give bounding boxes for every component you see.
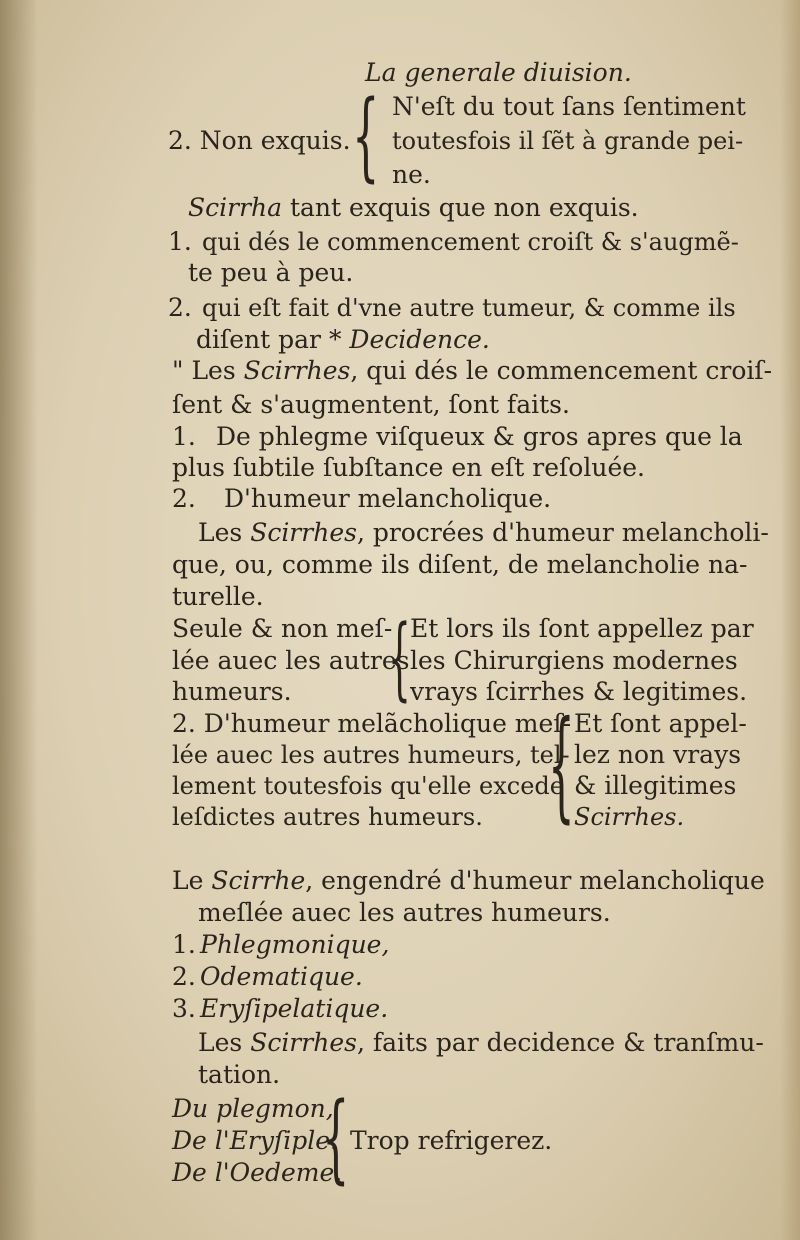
block2-right: vrays ſcirrhes & legitimes.: [410, 677, 748, 706]
para1-post: , qui dés le commencement croiſ-: [350, 356, 773, 385]
block3-left: leſdictes autres humeurs.: [172, 803, 483, 831]
block1-label: 2. Non exquis.: [168, 126, 351, 155]
block1-line: toutesfois il ſẽt à grande pei-: [392, 127, 744, 155]
block4-left: Du plegmon,: [172, 1094, 334, 1123]
para2-line2: que, ou, comme ils diſent, de melancholie na-: [172, 550, 748, 579]
list-num: 1.: [172, 930, 196, 959]
para1-italic: Scirrhes: [243, 356, 351, 385]
item1-num: 1.: [168, 227, 192, 256]
block3-right: Et ſont appel-: [574, 709, 747, 738]
list-item: Eryſipelatique.: [200, 994, 389, 1023]
para3-italic: Scirrhe: [211, 866, 306, 895]
para3-pre: Le: [172, 866, 212, 895]
block2-left: humeurs.: [172, 677, 292, 706]
item2-line2: [196, 325, 490, 355]
block4-left: De l'Eryſiple.: [172, 1126, 338, 1155]
brace-block4: {: [322, 1082, 350, 1194]
scirrha-heading: [188, 193, 639, 223]
sub1-num: 1.: [172, 422, 196, 451]
brace-block2: {: [388, 606, 411, 711]
block4-left: De l'Oedeme.: [172, 1158, 343, 1187]
para3-post: , engendré d'humeur melancholique: [305, 866, 765, 895]
item2-line2a: diſent par: [196, 325, 329, 354]
block3-right: lez non vrays: [574, 740, 742, 769]
item1-line2: te peu à peu.: [188, 258, 354, 287]
para4-pre: Les: [198, 1028, 251, 1057]
page-title: La generale diuision.: [365, 58, 632, 87]
para3-line1: [172, 866, 765, 896]
block3-left: lée auec les autres humeurs, tel-: [172, 741, 570, 769]
block3-right: & illegitimes: [574, 771, 737, 800]
sub1-line1: De phlegme viſqueux & gros apres que la: [216, 422, 743, 451]
block3-left: lement toutesfois qu'elle excede: [172, 772, 564, 800]
block2-right: les Chirurgiens modernes: [410, 646, 738, 675]
para2-pre: Les: [198, 518, 251, 547]
list-num: 3.: [172, 994, 196, 1023]
list-item: Phlegmonique,: [200, 930, 390, 959]
block2-left: Seule & non meſ-: [172, 614, 393, 643]
brace-block3: {: [548, 696, 575, 835]
block2-left: lée auec les autres: [172, 646, 410, 675]
scirrha-rest: tant exquis que non exquis.: [282, 193, 639, 222]
para4-italic: Scirrhes: [250, 1028, 357, 1057]
sub2-num: 2.: [172, 484, 196, 513]
sub1-line2: plus ſubtile ſubſtance en eſt reſoluée.: [172, 453, 645, 482]
para4-line1: [198, 1028, 764, 1058]
para2-line3: turelle.: [172, 582, 264, 611]
scirrha-italic: Scirrha: [188, 193, 283, 222]
para1-line2: ſent & s'augmentent, ſont faits.: [172, 390, 570, 419]
block3-right: Scirrhes.: [574, 803, 685, 831]
para2-line1: [198, 518, 769, 548]
block1-line: N'eſt du tout ſans ſentiment: [392, 92, 746, 121]
block1-line: ne.: [392, 160, 431, 189]
block4-right: Trop refrigerez.: [350, 1126, 553, 1155]
para2-post: , procrées d'humeur melancholi-: [356, 518, 769, 547]
block3-left: 2. D'humeur melãcholique meſ-: [172, 709, 572, 738]
para3-line2: meſlée auec les autres humeurs.: [198, 898, 611, 927]
sub2-line1: D'humeur melancholique.: [224, 484, 552, 513]
para1-line1: [172, 356, 772, 386]
para4-line2: tation.: [198, 1060, 281, 1089]
list-num: 2.: [172, 962, 196, 991]
block2-right: Et lors ils ſont appellez par: [410, 614, 754, 643]
item2-line1: qui eſt fait d'vne autre tumeur, & comme ils: [202, 294, 736, 322]
para4-post: , faits par decidence & tranſmu-: [356, 1028, 764, 1057]
item2-num: 2.: [168, 293, 192, 322]
brace-block1: {: [352, 80, 380, 192]
item2-line2b: * Decidence.: [328, 325, 490, 354]
para1-pre: " Les: [172, 356, 244, 385]
item1-line1: qui dés le commencement croiſt & s'augmẽ-: [202, 228, 739, 256]
list-item: Odematique.: [200, 962, 363, 991]
para2-italic: Scirrhes: [250, 518, 357, 547]
